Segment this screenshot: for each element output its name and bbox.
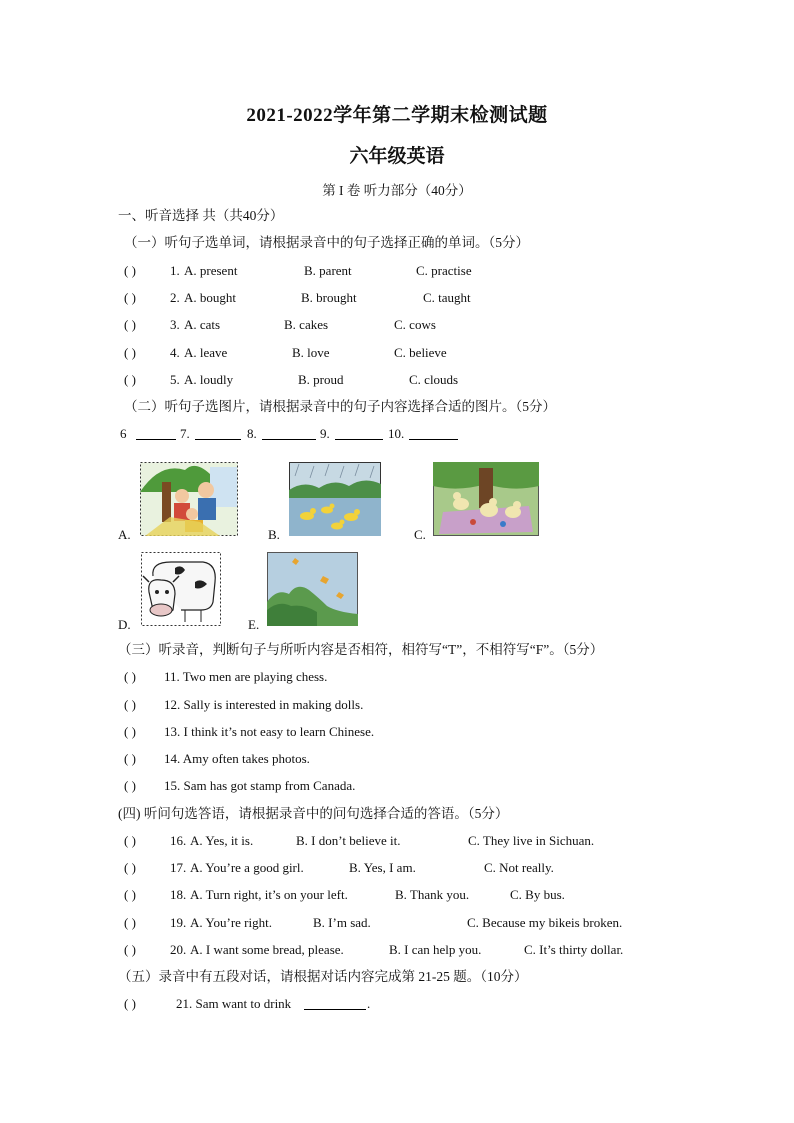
sub3-heading: （三）听录音，判断句子与所听内容是否相符，相符写“T”，不相符写“F”。（5分） bbox=[118, 642, 604, 657]
cow-picture bbox=[141, 552, 221, 626]
answer-paren[interactable]: ( ) bbox=[124, 860, 136, 875]
option-b: B. love bbox=[292, 345, 330, 360]
option-c: C. It’s thirty dollar. bbox=[524, 942, 624, 957]
answer-paren[interactable]: ( ) bbox=[124, 290, 136, 305]
option-a: A. loudly bbox=[184, 372, 234, 387]
answer-paren[interactable]: ( ) bbox=[124, 942, 136, 957]
option-c: C. believe bbox=[394, 345, 447, 360]
answer-paren[interactable]: ( ) bbox=[124, 317, 136, 332]
question-number: 2. bbox=[170, 290, 180, 305]
picture-label-e: E. bbox=[248, 617, 260, 632]
answer-paren[interactable]: ( ) bbox=[124, 372, 136, 387]
exam-title: 2021-2022学年第二学期末检测试题 bbox=[246, 105, 548, 126]
sub2-heading: （二）听句子选图片，请根据录音中的句子内容选择合适的图片。（5分） bbox=[124, 399, 556, 414]
answer-paren[interactable]: ( ) bbox=[124, 887, 136, 902]
answer-blank-8[interactable] bbox=[262, 426, 316, 440]
blank-label-10: 10. bbox=[388, 426, 405, 441]
question-21: 21. Sam want to drink bbox=[176, 996, 292, 1011]
answer-paren[interactable]: ( ) bbox=[124, 833, 136, 848]
ducks-in-rain-picture bbox=[289, 462, 381, 536]
section-1-heading: 一、听音选择 共（共40分） bbox=[118, 208, 284, 223]
question-number: 1. bbox=[170, 263, 180, 278]
option-c: C. cows bbox=[394, 317, 436, 332]
question-number: 3. bbox=[170, 317, 180, 332]
option-a: A. You’re right. bbox=[190, 915, 272, 930]
option-b: B. I can help you. bbox=[389, 942, 482, 957]
option-a: A. present bbox=[184, 263, 238, 278]
family-picnic-under-tree-picture bbox=[140, 462, 238, 536]
answer-paren[interactable]: ( ) bbox=[124, 697, 136, 712]
statement-11: 11. Two men are playing chess. bbox=[164, 669, 328, 684]
picture-label-c: C. bbox=[414, 527, 426, 542]
answer-paren[interactable]: ( ) bbox=[124, 996, 136, 1011]
option-b: B. proud bbox=[298, 372, 344, 387]
option-b: B. parent bbox=[304, 263, 352, 278]
ducks-picnic-under-tree-picture bbox=[433, 462, 539, 536]
blank-label-7: 7. bbox=[180, 426, 190, 441]
picture-label-b: B. bbox=[268, 527, 280, 542]
sub4-heading: (四) 听问句选答语，请根据录音中的问句选择合适的答语。（5分） bbox=[118, 806, 509, 821]
answer-paren[interactable]: ( ) bbox=[124, 915, 136, 930]
sub1-heading: （一）听句子选单词，请根据录音中的句子选择正确的单词。（5分） bbox=[124, 235, 529, 250]
option-a: A. Turn right, it’s on your left. bbox=[190, 887, 348, 902]
question-number: 17. bbox=[170, 860, 187, 875]
option-a: A. bought bbox=[184, 290, 236, 305]
answer-blank-21[interactable] bbox=[304, 996, 366, 1010]
option-a: A. I want some bread, please. bbox=[190, 942, 344, 957]
option-c: C. practise bbox=[416, 263, 472, 278]
blank-label-6: 6 bbox=[120, 426, 127, 441]
option-b: B. I don’t believe it. bbox=[296, 833, 401, 848]
question-number: 16. bbox=[170, 833, 187, 848]
option-c: C. Not really. bbox=[484, 860, 554, 875]
option-c: C. clouds bbox=[409, 372, 459, 387]
option-c: C. They live in Sichuan. bbox=[468, 833, 595, 848]
answer-paren[interactable]: ( ) bbox=[124, 263, 136, 278]
option-c: C. taught bbox=[423, 290, 471, 305]
question-number: 5. bbox=[170, 372, 180, 387]
exam-subtitle: 六年级英语 bbox=[349, 146, 445, 167]
answer-paren[interactable]: ( ) bbox=[124, 669, 136, 684]
option-b: B. I’m sad. bbox=[313, 915, 371, 930]
blank-label-8: 8. bbox=[247, 426, 257, 441]
option-c: C. By bus. bbox=[510, 887, 565, 902]
question-number: 18. bbox=[170, 887, 187, 902]
answer-paren[interactable]: ( ) bbox=[124, 751, 136, 766]
option-a: A. Yes, it is. bbox=[190, 833, 254, 848]
period: . bbox=[367, 996, 371, 1011]
part-title: 第 I 卷 听力部分（40分） bbox=[322, 183, 472, 198]
leaves-falling-picture bbox=[267, 552, 358, 626]
option-b: B. brought bbox=[301, 290, 357, 305]
answer-blank-6[interactable] bbox=[136, 426, 176, 440]
blank-label-9: 9. bbox=[320, 426, 330, 441]
option-b: B. Thank you. bbox=[395, 887, 470, 902]
picture-label-a: A. bbox=[118, 527, 131, 542]
picture-label-d: D. bbox=[118, 617, 131, 632]
question-number: 4. bbox=[170, 345, 180, 360]
answer-paren[interactable]: ( ) bbox=[124, 724, 136, 739]
statement-12: 12. Sally is interested in making dolls. bbox=[164, 697, 364, 712]
question-number: 19. bbox=[170, 915, 187, 930]
statement-14: 14. Amy often takes photos. bbox=[164, 751, 310, 766]
option-c: C. Because my bikeis broken. bbox=[467, 915, 623, 930]
statement-15: 15. Sam has got stamp from Canada. bbox=[164, 778, 356, 793]
sub5-heading: （五）录音中有五段对话，请根据对话内容完成第 21-25 题。（10分） bbox=[118, 969, 528, 984]
question-number: 20. bbox=[170, 942, 187, 957]
answer-blank-7[interactable] bbox=[195, 426, 241, 440]
answer-paren[interactable]: ( ) bbox=[124, 778, 136, 793]
statement-13: 13. I think it’s not easy to learn Chinese. bbox=[164, 724, 375, 739]
answer-blank-9[interactable] bbox=[335, 426, 383, 440]
answer-paren[interactable]: ( ) bbox=[124, 345, 136, 360]
option-a: A. You’re a good girl. bbox=[190, 860, 304, 875]
option-b: B. cakes bbox=[284, 317, 329, 332]
option-b: B. Yes, I am. bbox=[349, 860, 416, 875]
option-a: A. cats bbox=[184, 317, 221, 332]
answer-blank-10[interactable] bbox=[409, 426, 458, 440]
option-a: A. leave bbox=[184, 345, 228, 360]
